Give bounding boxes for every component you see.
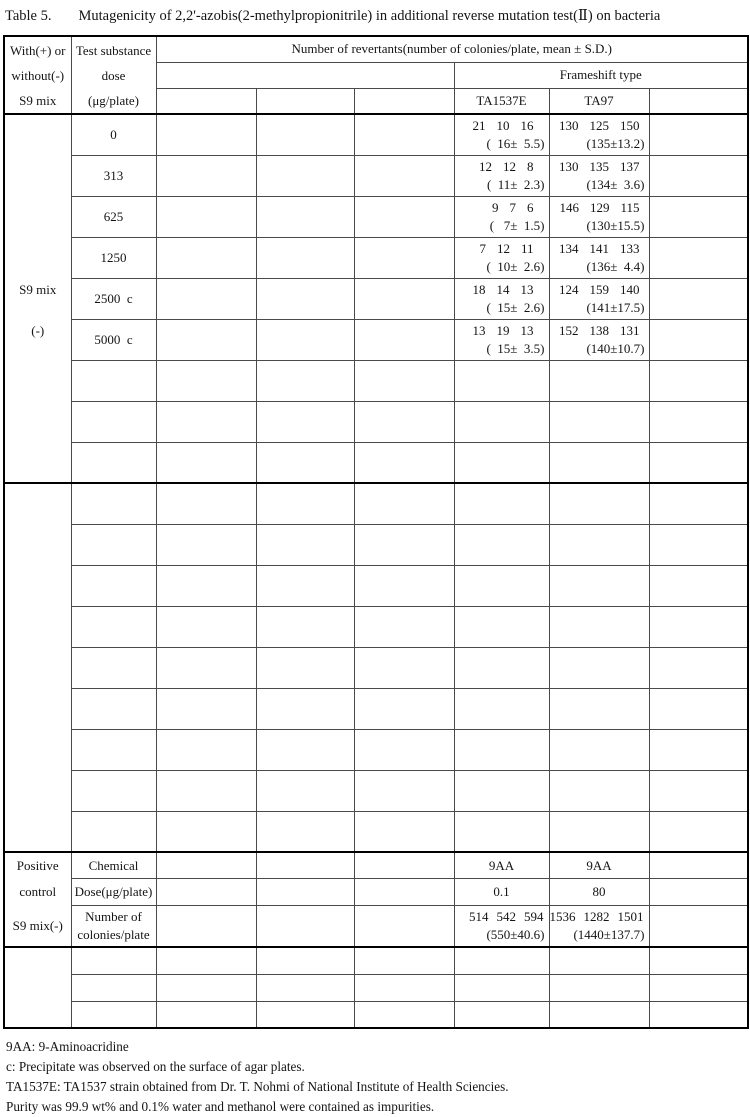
empty-cell <box>354 879 454 906</box>
positive-control-row-number <box>4 905 748 947</box>
empty-cell <box>256 1001 354 1028</box>
empty-cell <box>71 1001 156 1028</box>
empty-cell <box>454 1001 549 1028</box>
empty-cell <box>649 319 748 360</box>
mean-sd: ( 10± 2.6) <box>486 258 545 274</box>
table-row <box>4 811 748 852</box>
empty-cell <box>649 88 748 114</box>
mean-sd: (136± 4.4) <box>586 258 645 274</box>
empty-cell <box>649 606 748 647</box>
empty-cell <box>156 974 256 1001</box>
footnote-purity: Purity was 99.9 wt% and 0.1% water and methanol were contained as impurities. <box>6 1099 435 1114</box>
empty-cell <box>71 360 156 401</box>
dose-header-line3: (μg/plate) <box>87 92 139 108</box>
empty-cell <box>156 483 256 524</box>
mean-sd: ( 15± 2.6) <box>486 299 545 315</box>
footnotes <box>6 1037 750 1117</box>
table-row <box>4 770 748 811</box>
plate-counts: 130 135 137 <box>559 158 640 174</box>
empty-cell <box>156 729 256 770</box>
plate-counts: 7 12 11 <box>479 240 534 256</box>
plate-counts: 124 159 140 <box>559 281 640 297</box>
ta1537e-cell <box>454 196 549 237</box>
empty-cell <box>71 770 156 811</box>
empty-cell <box>71 729 156 770</box>
empty-cell <box>156 196 256 237</box>
ta1537e-cell <box>454 319 549 360</box>
empty-cell <box>256 196 354 237</box>
positive-control-row-chemical <box>4 852 748 879</box>
table-caption: Mutagenicity of 2,2'-azobis(2-methylpropionitrile) in additional reverse mutation test(Ⅱ) on bacteria <box>78 8 661 24</box>
empty-cell <box>549 770 649 811</box>
table-row <box>4 524 748 565</box>
empty-cell <box>649 237 748 278</box>
empty-cell <box>156 852 256 879</box>
plate-counts: 514 542 594 <box>469 908 544 924</box>
empty-cell <box>256 770 354 811</box>
empty-cell <box>256 88 354 114</box>
empty-cell <box>256 360 354 401</box>
empty-cell <box>256 647 354 688</box>
empty-cell <box>354 647 454 688</box>
empty-cell <box>354 606 454 647</box>
revertants-header-cell: Number of revertants(number of colonies/plate, mean ± S.D.) <box>156 36 748 62</box>
footnote-9aa: 9AA: 9-Aminoacridine <box>6 1039 129 1054</box>
empty-cell <box>649 114 748 155</box>
empty-cell <box>549 729 649 770</box>
table-row <box>4 1001 748 1028</box>
table-row <box>4 729 748 770</box>
empty-cell <box>454 360 549 401</box>
empty-cell <box>649 905 748 947</box>
frameshift-header-cell: Frameshift type <box>454 62 748 88</box>
empty-cell <box>4 947 71 1028</box>
dose-cell: 5000 c <box>71 319 156 360</box>
dose-cell: 0 <box>71 114 156 155</box>
table-row <box>4 483 748 524</box>
number-ta97-cell <box>549 905 649 947</box>
empty-cell <box>649 278 748 319</box>
empty-cell <box>256 565 354 606</box>
empty-cell <box>354 688 454 729</box>
plate-counts: 146 129 115 <box>559 199 640 215</box>
ta1537e-cell <box>454 155 549 196</box>
plate-counts: 21 10 16 <box>472 117 534 133</box>
empty-cell <box>649 770 748 811</box>
empty-cell <box>649 729 748 770</box>
mean-sd: (140±10.7) <box>586 340 645 356</box>
dose-cell: 1250 <box>71 237 156 278</box>
ta1537e-cell <box>454 114 549 155</box>
empty-cell <box>71 647 156 688</box>
empty-cell <box>454 729 549 770</box>
empty-cell <box>649 947 748 974</box>
plate-counts: 13 19 13 <box>472 322 534 338</box>
empty-cell <box>354 770 454 811</box>
empty-cell <box>156 565 256 606</box>
s9-mix-minus-label: S9 mix(-) <box>12 917 63 933</box>
table-row <box>4 947 748 974</box>
empty-cell <box>256 524 354 565</box>
mean-sd: ( 7± 1.5) <box>489 217 545 233</box>
empty-cell <box>354 905 454 947</box>
table-row <box>4 442 748 483</box>
empty-cell <box>256 237 354 278</box>
empty-cell <box>549 442 649 483</box>
empty-cell <box>454 974 549 1001</box>
empty-cell <box>156 442 256 483</box>
header-row-1 <box>4 36 748 62</box>
chemical-label-cell: Chemical <box>71 852 156 879</box>
empty-cell <box>156 606 256 647</box>
plate-counts: 12 12 8 <box>479 158 534 174</box>
mutagenicity-table <box>3 35 749 1029</box>
empty-cell <box>71 688 156 729</box>
empty-cell <box>354 852 454 879</box>
empty-cell <box>354 442 454 483</box>
s9-header-line3: S9 mix <box>19 92 57 108</box>
empty-cell <box>649 974 748 1001</box>
empty-cell <box>454 524 549 565</box>
empty-cell <box>649 647 748 688</box>
ta97-cell <box>549 319 649 360</box>
ta97-cell <box>549 237 649 278</box>
empty-cell <box>354 319 454 360</box>
empty-cell <box>454 770 549 811</box>
empty-cell <box>549 524 649 565</box>
empty-cell <box>354 811 454 852</box>
empty-cell <box>71 947 156 974</box>
empty-cell <box>256 606 354 647</box>
mean-sd: ( 11± 2.3) <box>486 176 545 192</box>
ta97-cell <box>549 155 649 196</box>
s9-header-line2: without(-) <box>11 67 65 83</box>
empty-cell <box>156 770 256 811</box>
empty-cell <box>454 565 549 606</box>
positive-control-row-dose <box>4 879 748 906</box>
empty-cell <box>549 360 649 401</box>
empty-cell <box>4 483 71 852</box>
empty-cell <box>549 811 649 852</box>
plate-counts: 130 125 150 <box>559 117 640 133</box>
empty-cell <box>256 905 354 947</box>
empty-cell <box>354 196 454 237</box>
ta97-cell <box>549 278 649 319</box>
empty-cell <box>649 811 748 852</box>
empty-cell <box>549 688 649 729</box>
ta1537e-cell <box>454 237 549 278</box>
s9-header-cell <box>4 36 71 114</box>
table-row <box>4 319 748 360</box>
empty-cell <box>354 401 454 442</box>
empty-cell <box>256 319 354 360</box>
empty-cell <box>156 811 256 852</box>
empty-cell <box>354 1001 454 1028</box>
table-row <box>4 196 748 237</box>
empty-cell <box>156 237 256 278</box>
empty-cell <box>649 442 748 483</box>
number-ta1537e-cell <box>454 905 549 947</box>
empty-cell <box>156 905 256 947</box>
dose-ta1537e-cell: 0.1 <box>454 879 549 906</box>
dose-ta97-cell: 80 <box>549 879 649 906</box>
empty-cell <box>354 155 454 196</box>
table-row <box>4 688 748 729</box>
empty-cell <box>354 565 454 606</box>
empty-cell <box>156 114 256 155</box>
empty-cell <box>156 524 256 565</box>
table-row <box>4 278 748 319</box>
chemical-ta97-cell: 9AA <box>549 852 649 879</box>
empty-cell <box>649 196 748 237</box>
empty-cell <box>71 811 156 852</box>
number-label-cell <box>71 905 156 947</box>
empty-cell <box>256 688 354 729</box>
strain-ta1537e-header: TA1537E <box>454 88 549 114</box>
table-row <box>4 360 748 401</box>
empty-cell <box>156 88 256 114</box>
empty-cell <box>156 155 256 196</box>
table-number: Table 5. <box>5 8 52 24</box>
empty-cell <box>454 606 549 647</box>
strain-ta97-header: TA97 <box>549 88 649 114</box>
empty-cell <box>354 729 454 770</box>
empty-cell <box>649 360 748 401</box>
empty-cell <box>156 62 454 88</box>
table-row <box>4 114 748 155</box>
empty-cell <box>156 360 256 401</box>
plate-counts: 18 14 13 <box>472 281 534 297</box>
table-title <box>5 8 750 25</box>
empty-cell <box>454 442 549 483</box>
empty-cell <box>454 811 549 852</box>
empty-cell <box>71 524 156 565</box>
empty-cell <box>354 278 454 319</box>
positive-label: Positive <box>16 858 59 873</box>
empty-cell <box>256 401 354 442</box>
empty-cell <box>454 483 549 524</box>
empty-cell <box>256 879 354 906</box>
empty-cell <box>649 879 748 906</box>
table-row <box>4 647 748 688</box>
empty-cell <box>354 360 454 401</box>
ta97-cell <box>549 196 649 237</box>
plate-counts: 134 141 133 <box>559 240 640 256</box>
empty-cell <box>256 442 354 483</box>
empty-cell <box>71 565 156 606</box>
empty-cell <box>256 729 354 770</box>
empty-cell <box>454 947 549 974</box>
number-label-line1: Number of <box>85 908 142 924</box>
table-row <box>4 155 748 196</box>
empty-cell <box>454 401 549 442</box>
empty-cell <box>649 524 748 565</box>
empty-cell <box>156 688 256 729</box>
empty-cell <box>549 1001 649 1028</box>
empty-cell <box>354 237 454 278</box>
plate-counts: 1536 1282 1501 <box>549 908 644 924</box>
chemical-ta1537e-cell: 9AA <box>454 852 549 879</box>
empty-cell <box>71 401 156 442</box>
empty-cell <box>156 879 256 906</box>
plate-counts: 152 138 131 <box>559 322 640 338</box>
dose-cell: 2500 c <box>71 278 156 319</box>
empty-cell <box>549 401 649 442</box>
empty-cell <box>256 947 354 974</box>
empty-cell <box>354 114 454 155</box>
table-row <box>4 974 748 1001</box>
empty-cell <box>354 88 454 114</box>
table-row <box>4 237 748 278</box>
ta1537e-cell <box>454 278 549 319</box>
empty-cell <box>156 647 256 688</box>
empty-cell <box>354 524 454 565</box>
dose-header-line2: dose <box>101 67 126 83</box>
empty-cell <box>549 974 649 1001</box>
empty-cell <box>649 401 748 442</box>
mean-sd: ( 15± 3.5) <box>486 340 545 356</box>
dose-header-line1: Test substance <box>75 42 152 58</box>
empty-cell <box>454 688 549 729</box>
empty-cell <box>156 1001 256 1028</box>
empty-cell <box>256 852 354 879</box>
number-label-line2: colonies/plate <box>77 926 150 942</box>
empty-cell <box>71 483 156 524</box>
mean-sd: (134± 3.6) <box>586 176 645 192</box>
empty-cell <box>256 155 354 196</box>
empty-cell <box>256 974 354 1001</box>
empty-cell <box>549 947 649 974</box>
empty-cell <box>549 606 649 647</box>
mean-sd: ( 16± 5.5) <box>486 135 545 151</box>
empty-cell <box>649 688 748 729</box>
footnote-ta1537e: TA1537E: TA1537 strain obtained from Dr. T. Nohmi of National Institute of Health Sciencies. <box>6 1079 509 1094</box>
dose-header-cell <box>71 36 156 114</box>
ta97-cell <box>549 114 649 155</box>
s9-sign-label: (-) <box>31 322 45 338</box>
empty-cell <box>549 647 649 688</box>
control-label: control <box>19 884 57 899</box>
mean-sd: (550±40.6) <box>486 926 545 942</box>
table-row <box>4 606 748 647</box>
empty-cell <box>649 155 748 196</box>
empty-cell <box>256 483 354 524</box>
empty-cell <box>549 483 649 524</box>
table-row <box>4 401 748 442</box>
footnote-precipitate: c: Precipitate was observed on the surface of agar plates. <box>6 1059 305 1074</box>
empty-cell <box>649 1001 748 1028</box>
empty-cell <box>156 319 256 360</box>
empty-cell <box>354 947 454 974</box>
mean-sd: (1440±137.7) <box>573 926 645 942</box>
empty-cell <box>649 483 748 524</box>
mean-sd: (141±17.5) <box>586 299 645 315</box>
s9-header-line1: With(+) or <box>9 42 66 58</box>
s9-minus-cell <box>4 114 71 483</box>
table-row <box>4 565 748 606</box>
empty-cell <box>256 811 354 852</box>
dose-cell: 313 <box>71 155 156 196</box>
empty-cell <box>71 442 156 483</box>
mean-sd: (130±15.5) <box>586 217 645 233</box>
dose-label-cell: Dose(μg/plate) <box>71 879 156 906</box>
plate-counts: 9 7 6 <box>492 199 534 215</box>
empty-cell <box>454 647 549 688</box>
empty-cell <box>71 974 156 1001</box>
empty-cell <box>354 483 454 524</box>
s9-mix-label: S9 mix <box>19 281 57 297</box>
empty-cell <box>156 278 256 319</box>
empty-cell <box>156 947 256 974</box>
positive-control-cell <box>4 852 71 947</box>
empty-cell <box>649 852 748 879</box>
empty-cell <box>649 565 748 606</box>
empty-cell <box>549 565 649 606</box>
empty-cell <box>256 278 354 319</box>
dose-cell: 625 <box>71 196 156 237</box>
empty-cell <box>71 606 156 647</box>
mean-sd: (135±13.2) <box>586 135 645 151</box>
empty-cell <box>156 401 256 442</box>
empty-cell <box>354 974 454 1001</box>
empty-cell <box>256 114 354 155</box>
